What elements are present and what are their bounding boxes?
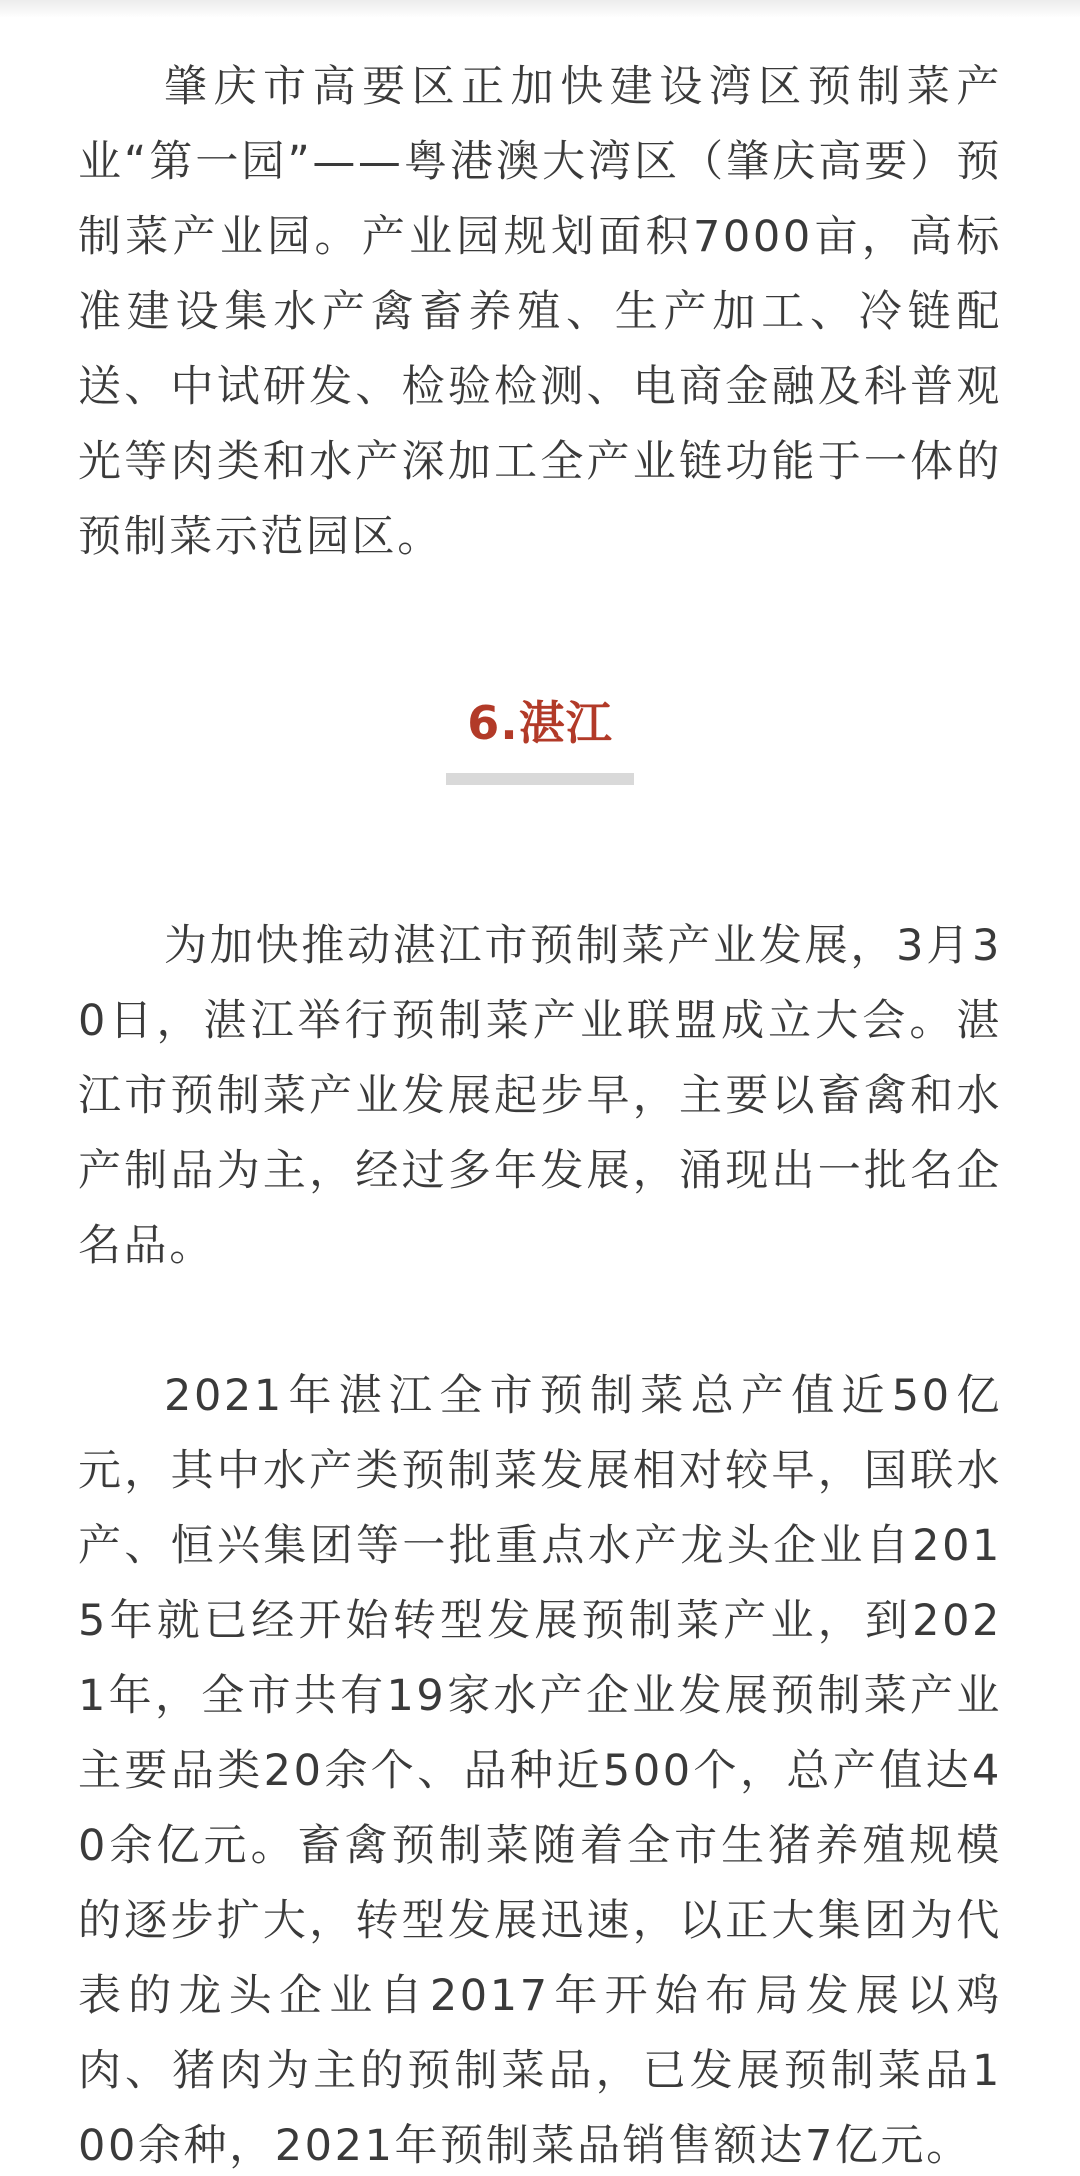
article-body <box>78 50 1002 2176</box>
paragraph-zhanjiang-intro: 为加快推动湛江市预制菜产业发展，3月30日，湛江举行预制菜产业联盟成立大会。湛江市预制菜产业发展起步早，主要以畜禽和水产制品为主，经过多年发展，涌现出一批名企名品。 <box>78 921 1002 1271</box>
section-title: 6.湛江 <box>467 696 613 750</box>
section-underline <box>446 773 634 785</box>
section-heading <box>78 693 1002 785</box>
paragraph-zhanjiang-stats: 2021年湛江全市预制菜总产值近50亿元，其中水产类预制菜发展相对较早，国联水产、恒兴集团等一批重点水产龙头企业自2015年就已经开始转型发展预制菜产业，到2021年，全市共有19家水产企业发展预制菜产业主要品类20余个、品种近500个，总产值达40余亿元。畜禽预制菜随着全市生猪养殖规模的逐步扩大，转型发展迅速，以正大集团为代表的龙头企业自2017年开始布局发展以鸡肉、猪肉为主的预制菜品，已发展预制菜品100余种，2021年预制菜品销售额达7亿元。 <box>78 1371 1002 2171</box>
top-edge-shadow <box>0 0 1080 18</box>
paragraph-zhaoqing: 肇庆市高要区正加快建设湾区预制菜产业“第一园”——粤港澳大湾区（肇庆高要）预制菜产业园。产业园规划面积7000亩，高标准建设集水产禽畜养殖、生产加工、冷链配送、中试研发、检验检测、电商金融及科普观光等肉类和水产深加工全产业链功能于一体的预制菜示范园区。 <box>78 62 1002 562</box>
